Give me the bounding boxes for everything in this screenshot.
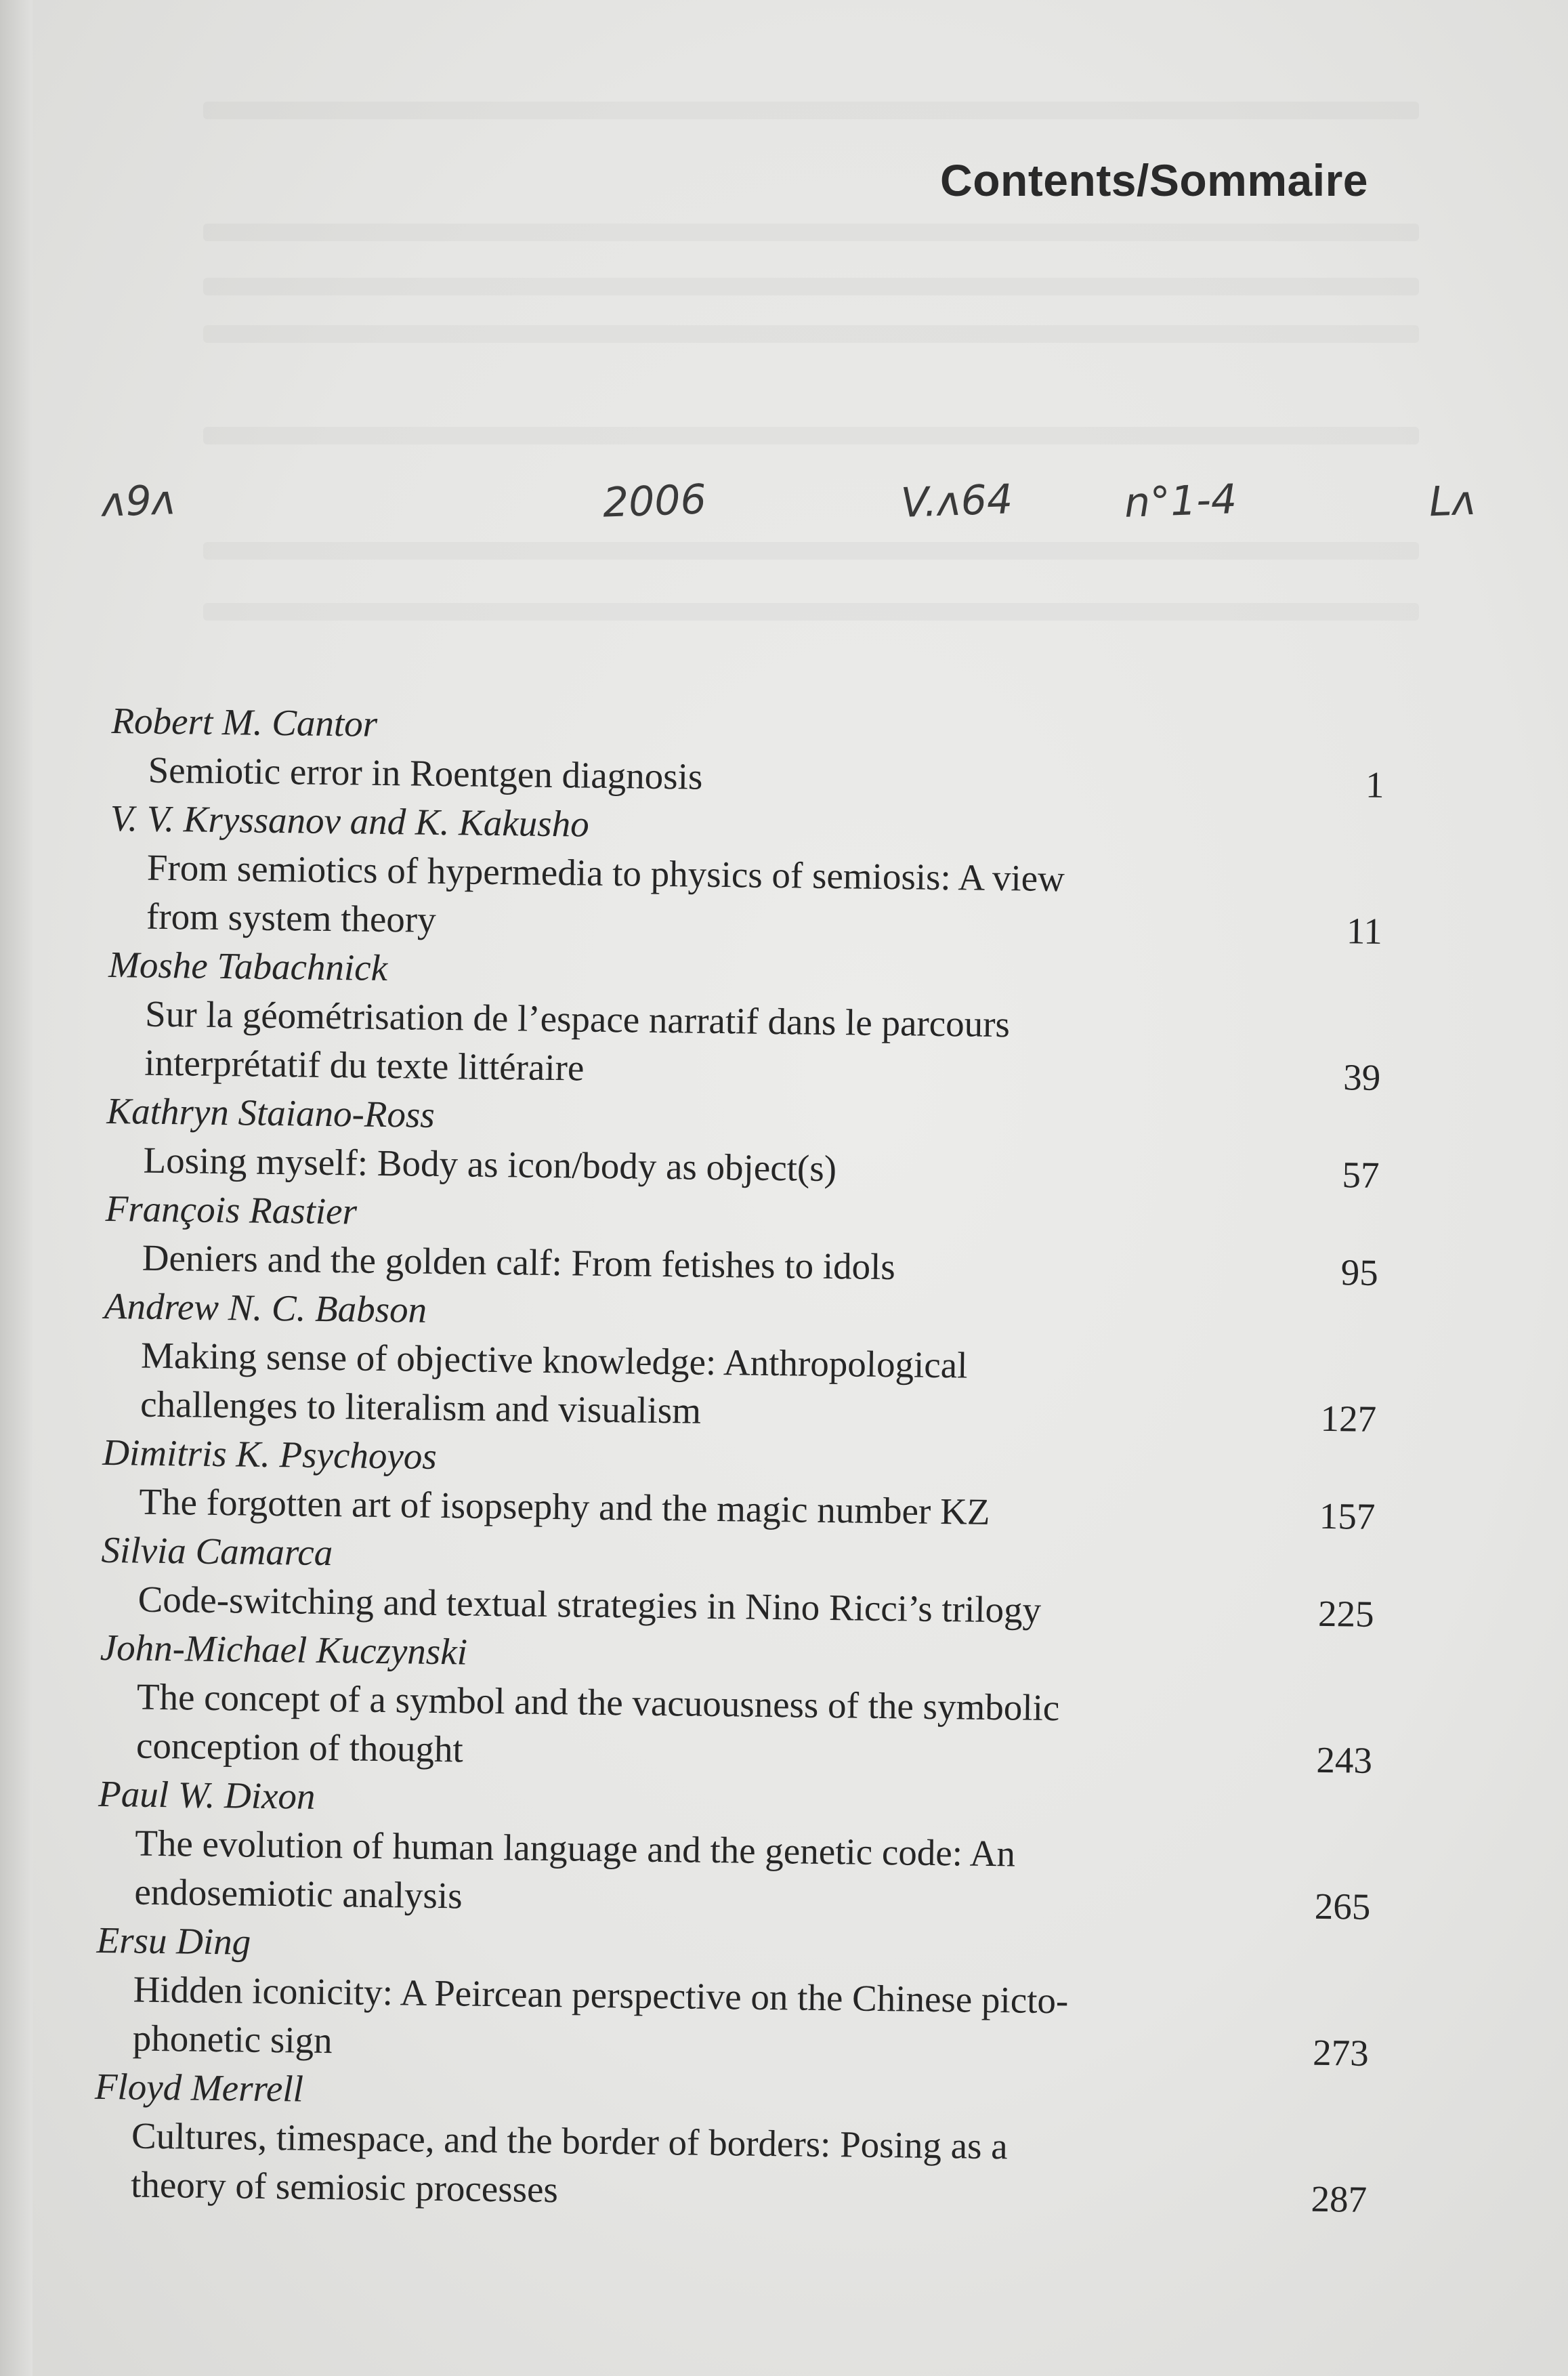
entry-page-number: 243 (1316, 1738, 1373, 1781)
entry-author: Paul W. Dixon (98, 1772, 316, 1817)
entry-article (97, 1818, 1372, 1932)
toc-entry (110, 696, 1385, 810)
bleed-through (203, 224, 1419, 241)
entry-author: John-Michael Kuczynski (100, 1626, 468, 1673)
handwritten-note: Lᴧ (1428, 476, 1477, 526)
handwritten-note: n°1-4 (1123, 476, 1238, 527)
entry-author: Kathryn Staiano-Ross (106, 1089, 436, 1135)
entry-title: Making sense of objective knowledge: Anthropological challenges to literalism and visualism (140, 1334, 968, 1432)
toc-entry (93, 2062, 1368, 2224)
entry-article (99, 1672, 1374, 1785)
toc-entry (104, 1184, 1379, 1297)
entry-author: François Rastier (105, 1187, 358, 1232)
entry-title: Losing myself: Body as icon/body as object(s) (143, 1139, 837, 1190)
handwritten-note: V.ᴧ64 (899, 476, 1014, 527)
entry-page-number: 273 (1312, 2031, 1370, 2074)
entry-author: Dimitris K. Psychoyos (102, 1431, 438, 1477)
entry-author: Andrew N. C. Babson (104, 1285, 427, 1331)
entry-title: The forgotten art of isopsephy and the magic number KZ (139, 1480, 990, 1533)
entry-page-number: 157 (1319, 1495, 1376, 1537)
entry-page-number: 265 (1314, 1885, 1371, 1927)
entry-title: Code-switching and textual strategies in Nino Ricci’s trilogy (137, 1578, 1042, 1631)
toc-entry (106, 1087, 1380, 1200)
bleed-through (203, 427, 1419, 444)
entry-article (95, 1965, 1370, 2078)
toc-entry (95, 1916, 1370, 2078)
entry-title: Sur la géométrisation de l’espace narratif dans le parcours interprétatif du texte littéraire (144, 993, 1011, 1089)
entry-article (103, 1331, 1378, 1444)
handwritten-note: 2006 (601, 476, 707, 527)
binding-edge (0, 0, 33, 2376)
entry-page-number: 1 (1365, 764, 1384, 806)
entry-article (107, 989, 1382, 1102)
entry-title: From semiotics of hypermedia to physics of semiosis: A view from system theory (146, 846, 1065, 940)
entry-page-number: 57 (1342, 1154, 1380, 1196)
entry-article (93, 2111, 1368, 2224)
toc-entry (99, 1623, 1374, 1785)
handwritten-note: ᴧ9ᴧ (100, 476, 177, 526)
entry-author: Ersu Ding (96, 1919, 251, 1963)
bleed-through (203, 325, 1419, 343)
bleed-through (203, 102, 1419, 119)
entry-author: Robert M. Cantor (111, 699, 378, 745)
toc-entry (100, 1526, 1375, 1639)
entry-title: Hidden iconicity: A Peircean perspective on the Chinese picto- phonetic sign (132, 1968, 1069, 2062)
bleed-through (203, 603, 1419, 621)
bleed-through (203, 278, 1419, 295)
toc-entry (102, 1428, 1376, 1541)
entry-author: Floyd Merrell (94, 2065, 304, 2110)
entry-title: The concept of a symbol and the vacuousness of the symbolic conception of thought (135, 1675, 1060, 1770)
entry-title: Semiotic error in Roentgen diagnosis (148, 749, 703, 797)
entry-article (109, 843, 1384, 956)
entry-title: The evolution of human language and the genetic code: An endosemiotic analysis (134, 1822, 1016, 1917)
entry-author: Silvia Camarca (101, 1528, 333, 1574)
entry-page-number: 127 (1320, 1397, 1377, 1440)
entry-page-number: 39 (1342, 1056, 1381, 1098)
toc-entry (109, 794, 1384, 956)
entry-page-number: 287 (1311, 2177, 1368, 2220)
entry-page-number: 225 (1317, 1592, 1374, 1635)
entry-title: Cultures, timespace, and the border of borders: Posing as a theory of semiosic processes (130, 2114, 1009, 2211)
entry-page-number: 95 (1340, 1251, 1379, 1293)
page-title: Contents/Sommaire (940, 155, 1368, 205)
entry-author: V. V. Kryssanov and K. Kakusho (110, 797, 590, 845)
table-of-contents (93, 696, 1385, 2224)
toc-entry (97, 1770, 1372, 1932)
toc-entry (103, 1282, 1378, 1444)
bleed-through (203, 542, 1419, 560)
entry-title: Deniers and the golden calf: From fetishes to idols (142, 1236, 896, 1288)
entry-author: Moshe Tabachnick (108, 943, 388, 989)
toc-entry (107, 940, 1382, 1102)
entry-page-number: 11 (1346, 910, 1383, 952)
